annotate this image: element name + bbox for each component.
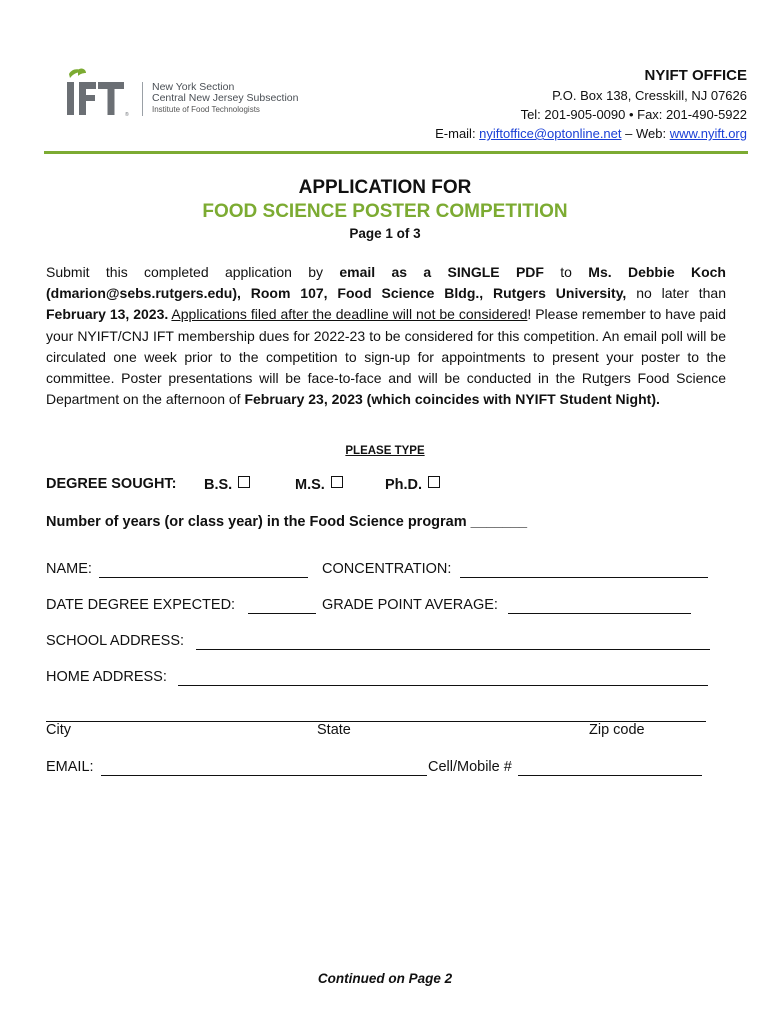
- instr-bold: email as a SINGLE PDF: [339, 264, 544, 280]
- title-line-1: APPLICATION FOR: [298, 177, 472, 198]
- page-indicator: Page 1 of 3: [349, 226, 421, 241]
- instr-warning: Applications filed after the deadline will not be considered: [171, 306, 528, 323]
- logo-line-3: Institute of Food Technologists: [152, 105, 260, 114]
- degree-phd-label: Ph.D.: [385, 477, 423, 493]
- instr-contact: Ms. Debbie Koch (dmarion@sebs.rutgers.edu), Room 107, Food Science Bldg., Rutgers University,: [46, 264, 726, 302]
- gpa-field[interactable]: [508, 599, 691, 614]
- logo-line-1: New York Section: [152, 81, 235, 93]
- cell-field-label: Cell/Mobile #: [428, 759, 512, 775]
- home-field-label: HOME ADDRESS:: [46, 669, 167, 685]
- instr-text: to: [543, 264, 589, 280]
- office-contact: [435, 66, 747, 143]
- instr-text: no later than: [626, 285, 726, 302]
- concentration-field-label: CONCENTRATION:: [322, 561, 452, 577]
- state-label: State: [317, 722, 351, 738]
- degree-phd-option: [385, 476, 440, 493]
- logo-divider: [142, 82, 143, 116]
- svg-text:®: ®: [125, 112, 129, 118]
- instr-deadline: February 13, 2023.: [46, 306, 169, 323]
- degree-bs-option: [204, 476, 250, 493]
- degree-ms-checkbox[interactable]: [331, 476, 343, 488]
- ift-logo: [62, 68, 299, 120]
- school-address-field[interactable]: [196, 635, 710, 650]
- continued-footer: Continued on Page 2: [317, 971, 453, 986]
- office-phone-fax: Tel: 201-905-0090 • Fax: 201-490-5922: [520, 107, 747, 122]
- gpa-field-label: GRADE POINT AVERAGE:: [322, 597, 498, 613]
- cell-field[interactable]: [518, 761, 702, 776]
- zip-label: Zip code: [589, 722, 645, 738]
- city-label: City: [46, 722, 71, 738]
- name-field-label: NAME:: [46, 561, 92, 577]
- degree-bs-checkbox[interactable]: [238, 476, 250, 488]
- office-email-web: [435, 124, 747, 143]
- name-field[interactable]: [99, 563, 308, 578]
- office-title: NYIFT OFFICE: [644, 67, 747, 84]
- title-line-2: FOOD SCIENCE POSTER COMPETITION: [202, 201, 568, 222]
- instr-text: ! Please remember to have paid your NYIFT/CNJ IFT membership dues for 2022-23 to be considered for this competition. An email poll will be circulated one week prior to the competition to sign-up for appointments to present your poster to the committee. Poster presentations will be face-to-face and will be conducted in the Rutgers Food Science Department on the afternoon of: [46, 306, 726, 408]
- instr-text: Submit this completed application by: [46, 264, 340, 280]
- email-field[interactable]: [101, 761, 427, 776]
- degree-bs-label: B.S.: [204, 477, 233, 493]
- date-degree-field[interactable]: [248, 599, 316, 614]
- header-rule: [44, 151, 748, 154]
- logo-line-2: Central New Jersey Subsection: [152, 92, 299, 104]
- degree-phd-checkbox[interactable]: [428, 476, 440, 488]
- email-label: E-mail:: [435, 126, 480, 141]
- home-address-field[interactable]: [178, 671, 708, 686]
- city-state-zip-field[interactable]: [46, 707, 706, 722]
- ift-leaf-logo-icon: [62, 68, 134, 120]
- web-link[interactable]: www.nyift.org: [669, 126, 747, 141]
- degree-ms-option: [295, 476, 343, 493]
- email-field-label: EMAIL:: [46, 759, 94, 775]
- web-separator: – Web:: [621, 126, 670, 141]
- logo-text: [152, 82, 298, 115]
- concentration-field[interactable]: [460, 563, 708, 578]
- instructions-paragraph: [46, 262, 726, 410]
- degree-label: DEGREE SOUGHT:: [46, 476, 177, 492]
- email-link[interactable]: nyiftoffice@optonline.net: [479, 126, 622, 141]
- years-field[interactable]: Number of years (or class year) in the Food Science program _______: [46, 514, 528, 530]
- degree-ms-label: M.S.: [295, 477, 325, 493]
- date-field-label: DATE DEGREE EXPECTED:: [46, 597, 236, 613]
- school-field-label: SCHOOL ADDRESS:: [46, 633, 185, 649]
- office-address: P.O. Box 138, Cresskill, NJ 07626: [552, 88, 747, 103]
- instr-event-date: February 23, 2023 (which coincides with NYIFT Student Night).: [244, 391, 660, 408]
- please-type: PLEASE TYPE: [345, 445, 425, 457]
